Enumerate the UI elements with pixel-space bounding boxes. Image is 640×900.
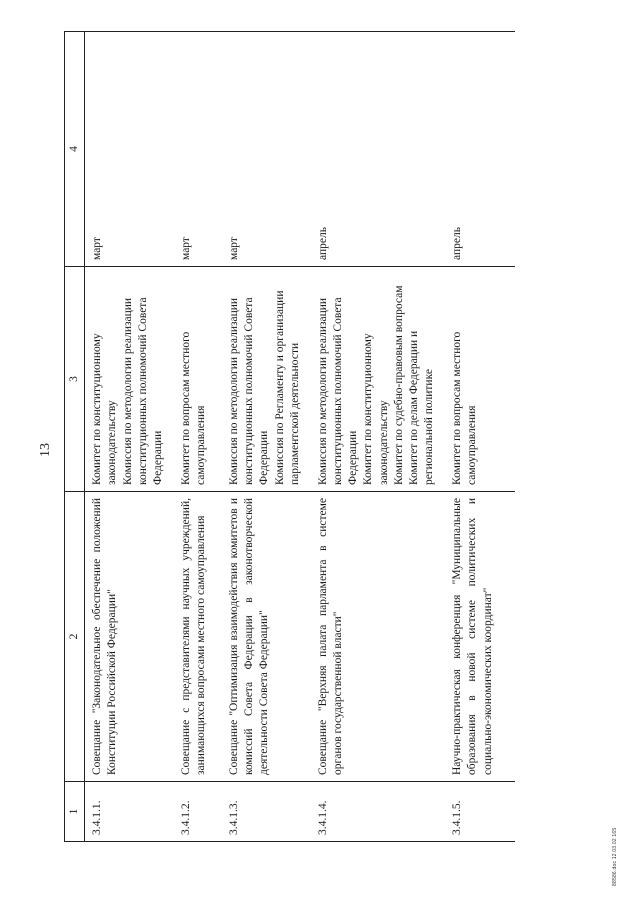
responsible-entry: Комитет по конституционному законодательству bbox=[362, 333, 390, 485]
responsible-cell bbox=[85, 267, 174, 492]
item-number: 3.4.1.3. bbox=[222, 782, 311, 842]
column-header-4: 4 bbox=[65, 32, 85, 267]
page-number: 13 bbox=[38, 443, 53, 457]
responsible-entry: Комитет по делам Федерации и региональной политике bbox=[407, 330, 436, 485]
column-header-3: 3 bbox=[65, 267, 85, 492]
file-stamp: 88586.doc 12.03.02 165 bbox=[612, 827, 618, 886]
item-number: 3.4.1.2. bbox=[174, 782, 222, 842]
responsible-entry: Комитет по судебно-правовым вопросам bbox=[392, 285, 405, 485]
responsible-cell bbox=[311, 267, 445, 492]
term-cell: март bbox=[85, 32, 174, 267]
column-header-1: 1 bbox=[65, 782, 85, 842]
table-row bbox=[174, 32, 222, 842]
event-title: Совещание с представителями научных учреждений, занимающихся вопросами местного самоуправления bbox=[174, 492, 222, 782]
term-cell: март bbox=[174, 32, 222, 267]
item-number: 3.4.1.4. bbox=[311, 782, 445, 842]
responsible-cell bbox=[445, 267, 515, 492]
plan-table bbox=[64, 31, 515, 842]
column-header-row bbox=[65, 32, 85, 842]
table-row bbox=[311, 32, 445, 842]
event-title: Совещание "Оптимизация взаимодействия комитетов и комиссий Совета Федерации в законотворческой деятельности Совета Федерации" bbox=[222, 492, 311, 782]
item-number: 3.4.1.1. bbox=[85, 782, 174, 842]
term-cell: апрель bbox=[445, 32, 515, 267]
term-cell: апрель bbox=[311, 32, 445, 267]
event-title: Совещание "Законодательное обеспечение положений Конституции Российской Федерации" bbox=[85, 492, 174, 782]
responsible-cell bbox=[174, 267, 222, 492]
column-header-2: 2 bbox=[65, 492, 85, 782]
responsible-entry: Комиссия по методологии реализации конституционных полномочий Совета Федерации bbox=[121, 297, 164, 485]
event-title: Научно-практическая конференция "Муниципальные образования в новой системе политических и социально-экономических координат" bbox=[445, 492, 515, 782]
responsible-cell bbox=[222, 267, 311, 492]
table-row bbox=[85, 32, 174, 842]
table-row bbox=[445, 32, 515, 842]
responsible-entry: Комиссия по методологии реализации конституционных полномочий Совета Федерации bbox=[228, 297, 271, 485]
term-cell: март bbox=[222, 32, 311, 267]
responsible-entry: Комитет по вопросам местного самоуправления bbox=[180, 331, 208, 485]
event-title: Совещание "Верхняя палата парламента в системе органов государственной власти" bbox=[311, 492, 445, 782]
responsible-entry: Комитет по конституционному законодательству bbox=[91, 333, 119, 485]
table-row bbox=[222, 32, 311, 842]
item-number: 3.4.1.5. bbox=[445, 782, 515, 842]
responsible-entry: Комиссия по Регламенту и организации парламентской деятельности bbox=[273, 290, 301, 485]
responsible-entry: Комиссия по методологии реализации конституционных полномочий Совета Федерации bbox=[316, 297, 360, 485]
responsible-entry: Комитет по вопросам местного самоуправления bbox=[451, 331, 479, 485]
